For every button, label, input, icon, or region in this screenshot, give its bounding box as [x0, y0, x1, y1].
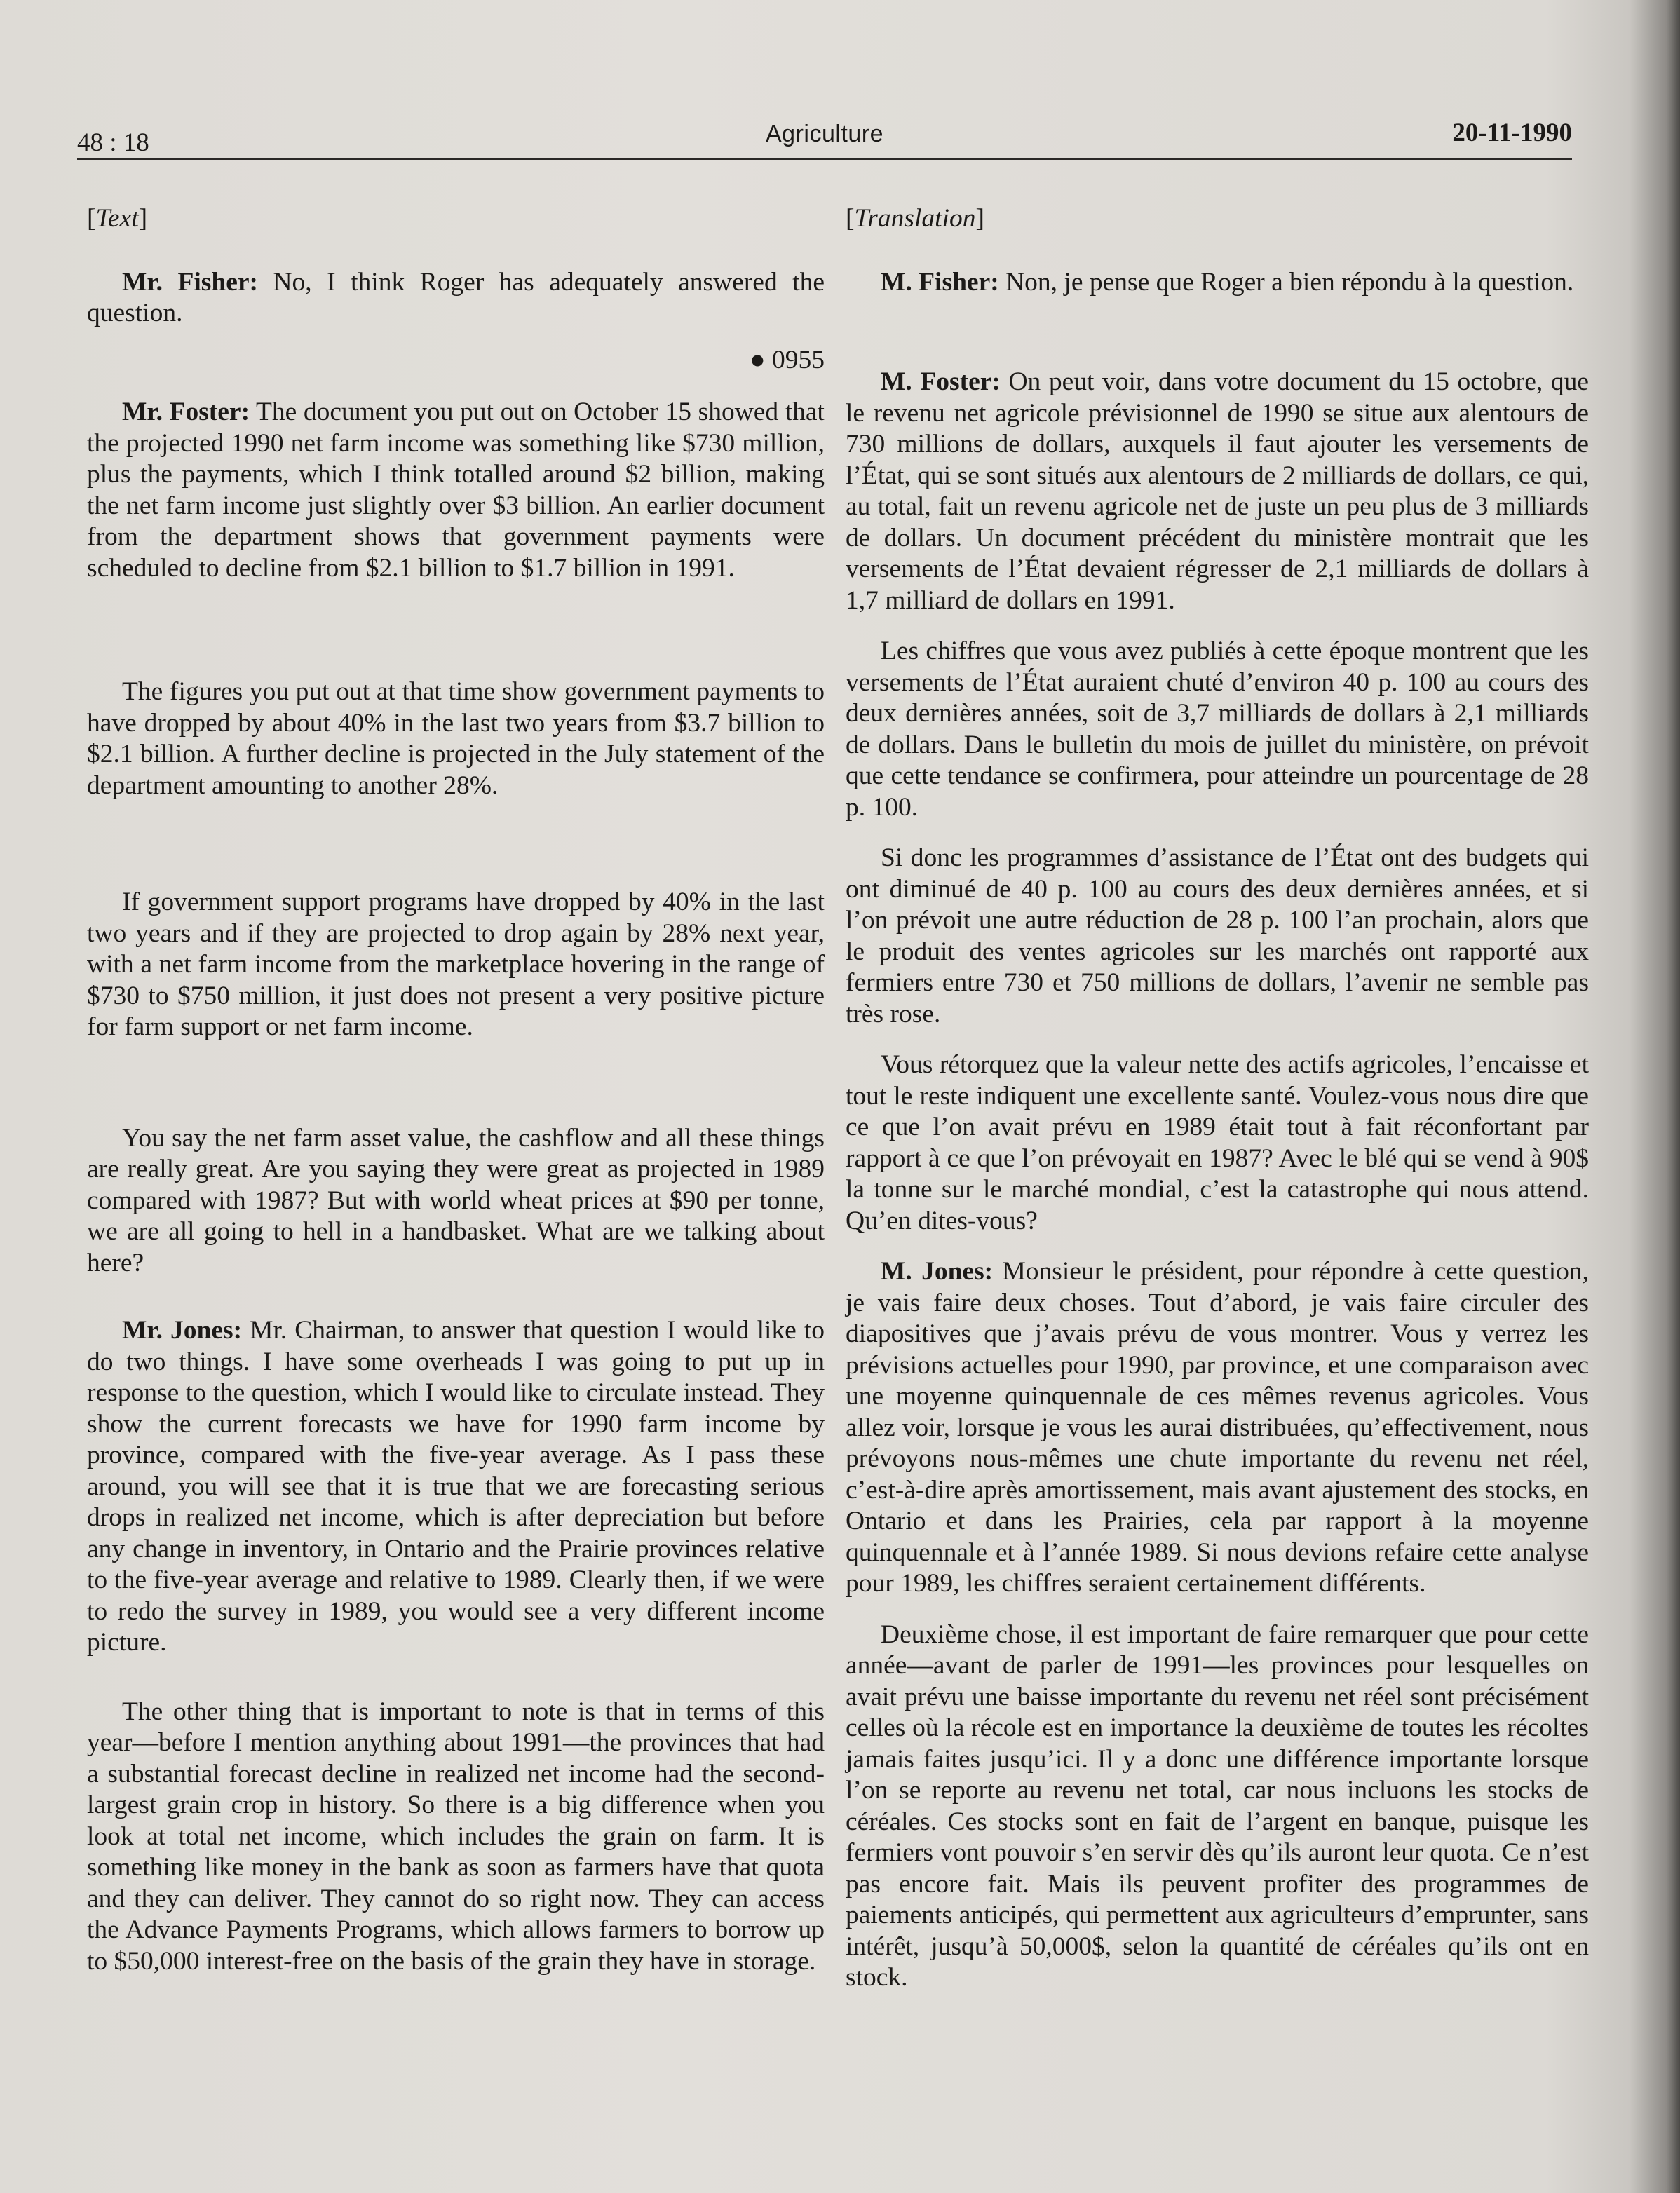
sitting-date: 20-11-1990: [1452, 118, 1572, 147]
paragraph: M. Fisher: Non, je pense que Roger a bien répondu à la question.: [881, 267, 1574, 297]
english-column: [87, 203, 825, 1977]
speaker-name: M. Jones:: [881, 1257, 994, 1286]
page-number: 48 : 18: [77, 128, 149, 157]
paragraph: Mr. Jones: Mr. Chairman, to answer that question I would like to do two things. I have some overheads I was going to put up in response to the question, which I would like to circulate instead. They show the current forecasts we have for 1990 farm income by province, compared with the five-year average. As I pass these around, you will see that it is true that we are forecasting serious drops in realized net income, which is after depreciation but before any change in inventory, in Ontario and the Prairie provinces relative to the five-year average and relative to 1989. Clearly then, if we were to redo the survey in 1989, you would see a very different income picture.: [87, 1316, 825, 1657]
paragraph: M. Jones: Monsieur le président, pour répondre à cette question, je vais faire deux choses. Tout d’abord, je vais faire circuler des diapositives que j’avais prévu de vous montrer. Vous y verrez les prévisions actuelles pour 1990, par province, et une comparaison avec une moyenne quinquennale de ces mêmes revenus agricoles. Vous allez voir, lorsque je vous les aurai distribuées, qu’effectivement, nous prévoyons nous-mêmes une chute importante du revenu net réel, c’est-à-dire après amortissement, mais avant ajustement des stocks, en Ontario et dans les Prairies, cela par rapport à la moyenne quinquennale et à l’année 1989. Si nous devions refaire cette analyse pour 1989, les chiffres seraient certainement différents.: [846, 1257, 1590, 1598]
speaker-name: Mr. Foster:: [122, 398, 250, 426]
translation-tag: [Translation]: [846, 204, 984, 233]
paragraph: The other thing that is important to note is that in terms of this year—before I mention anything about 1991—the provinces that had a substantial forecast decline in realized net income had the second-largest grain crop in history. So there is a big difference when you look at total net income, which includes the grain on farm. It is something like money in the bank as soon as farmers have that quota and they can deliver. They cannot do so right now. They can access the Advance Payments Programs, which allows farmers to borrow up to $50,000 interest-free on the basis of the grain they have in storage.: [87, 1697, 825, 1976]
running-title: Agriculture: [765, 121, 883, 147]
paragraph: If government support programs have dropped by 40% in the last two years and if they are projected to drop again by 28% next year, with a net farm income from the marketplace hovering in the range of $730 to $750 million, it just does not present a very positive picture for farm support or net farm income.: [87, 888, 825, 1041]
speaker-name: M. Foster:: [881, 367, 1001, 396]
page-header: [77, 118, 1572, 160]
speaker-name: Mr. Jones:: [122, 1316, 243, 1345]
paragraph: Si donc les programmes d’assistance de l’État ont des budgets qui ont diminué de 40 p. 100 au cours des deux dernières années, et si l’on prévoit une autre réduction de 28 p. 100 l’an prochain, alors que le produit des ventes agricoles sur les marchés ont rapporté aux fermiers entre 730 et 750 millions de dollars, l’avenir ne semble pas très rose.: [846, 843, 1589, 1028]
text-tag: [Text]: [87, 204, 148, 233]
speaker-name: Mr. Fisher:: [122, 267, 258, 297]
paragraph: Deuxième chose, il est important de faire remarquer que pour cette année—avant de parler de 1991—les provinces pour lesquelles on avait prévu une baisse importante du revenu net réel sont précisément celles où la récole est en importance la deuxième de toutes les récoltes jamais faites jusqu’ici. Il y a donc une différence importante lorsque l’on se reporte au revenu net total, car nous incluons les stocks de céréales. Ces stocks sont en fait de l’argent en banque, puisque les fermiers vont pouvoir s’en servir dès qu’ils auront leur quota. Ce n’est pas encore fait. Mais ils peuvent profiter des programmes de paiements anticipés, qui permettent aux agriculteurs d’emprunter, sans intérêt, jusqu’à 50,000$, selon la quantité de céréales qu’ils ont en stock.: [846, 1620, 1589, 1992]
time-marker: ● 0955: [749, 345, 825, 374]
french-column: [846, 203, 1589, 1994]
paragraph: The figures you put out at that time show government payments to have dropped by about 40% in the last two years from $3.7 billion to $2.1 billion. A further decline is projected in the July statement of the department amounting to another 28%.: [87, 677, 825, 800]
paragraph: M. Foster: On peut voir, dans votre document du 15 octobre, que le revenu net agricole prévisionnel de 1990 se situe aux alentours de 730 millions de dollars, auxquels il faut ajouter les versements de l’État, qui se sont situés aux alentours de 2 milliards de dollars, ce qui, au total, fait un revenu agricole net de juste un peu plus de 3 milliards de dollars. Un document précédent du ministère montrait que les versements de l’État devaient régresser de 2,1 milliards de dollars à 1,7 milliard de dollars en 1991.: [846, 367, 1589, 615]
speaker-name: M. Fisher:: [881, 267, 999, 297]
paragraph: Mr. Fisher: No, I think Roger has adequately answered the question.: [87, 267, 825, 327]
header-rule: [77, 158, 1572, 160]
paragraph: Les chiffres que vous avez publiés à cette époque montrent que les versements de l’État auraient chuté d’environ 40 p. 100 au cours des deux dernières années, soit de 3,7 milliards de dollars à 2,1 milliards de dollars. Dans le bulletin du mois de juillet du ministère, on prévoit que cette tendance se confirmera, pour atteindre un pourcentage de 28 p. 100.: [846, 637, 1589, 822]
paragraph: Vous rétorquez que la valeur nette des actifs agricoles, l’encaisse et tout le reste indiquent une excellente santé. Voulez-vous nous dire que ce que l’on avait prévu en 1989 était tout à fait réconfortant par rapport à ce que l’on prévoyait en 1987? Avec le blé qui se vend à 90$ la tonne sur le marché mondial, c’est la catastrophe qui nous attend. Qu’en dites-vous?: [846, 1050, 1589, 1235]
paragraph: You say the net farm asset value, the cashflow and all these things are really great. Are you saying they were great as projected in 1989 compared with 1987? But with world wheat prices at $90 per tonne, we are all going to hell in a handbasket. What are we talking about here?: [87, 1123, 825, 1277]
paragraph: Mr. Foster: The document you put out on October 15 showed that the projected 1990 net farm income was something like $730 million, plus the payments, which I think totalled around $2 billion, making the net farm income just slightly over $3 billion. An earlier document from the department shows that government payments were scheduled to decline from $2.1 billion to $1.7 billion in 1991.: [87, 398, 825, 583]
